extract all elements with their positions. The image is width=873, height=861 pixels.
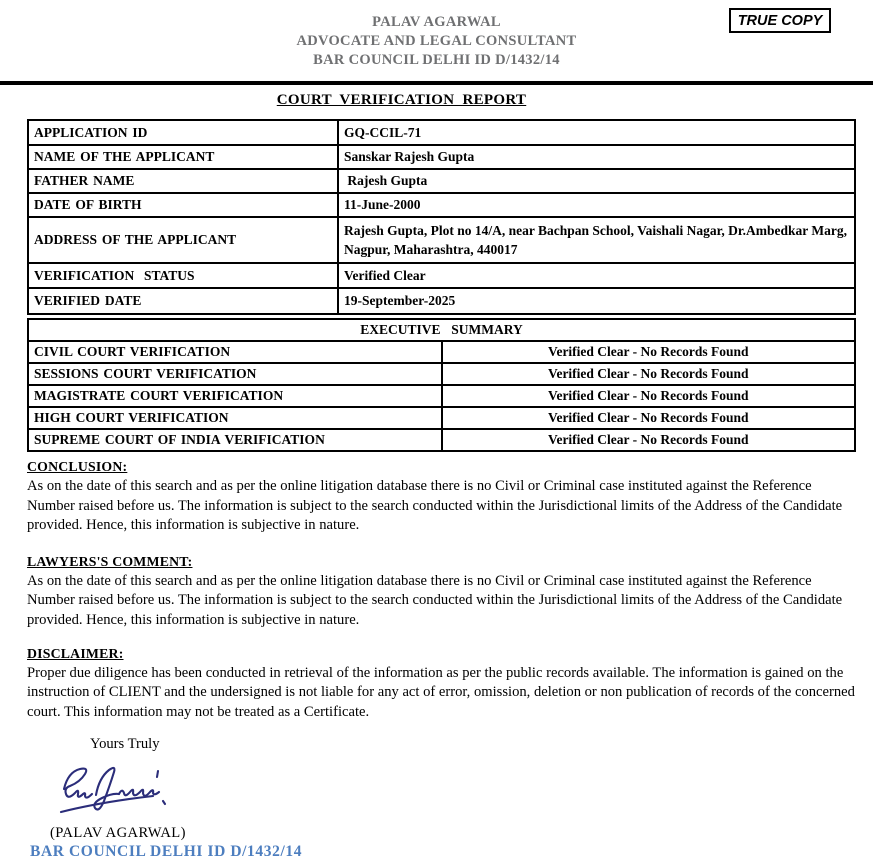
row-label: VERIFICATION STATUS: [28, 263, 338, 288]
page-title: COURT VERIFICATION REPORT: [276, 92, 527, 108]
row-label: SUPREME COURT OF INDIA VERIFICATION: [28, 429, 442, 451]
bar-council-id-line: BAR COUNCIL DELHI ID D/1432/14: [30, 843, 303, 861]
row-value: Verified Clear - No Records Found: [442, 341, 856, 363]
row-value: Verified Clear - No Records Found: [442, 385, 856, 407]
table-row: [28, 217, 855, 263]
handwritten-signature-image: [51, 757, 191, 823]
row-value: Verified Clear - No Records Found: [442, 407, 856, 429]
row-label: HIGH COURT VERIFICATION: [28, 407, 442, 429]
row-label: ADDRESS OF THE APPLICANT: [28, 217, 338, 263]
lawyers-comment-body: As on the date of this search and as per the online litigation database there is no Civil or Criminal case instituted against the Reference Number raised before us. The information is subject to the search conducted within the Jurisdictional limits of the Address of the Candidate provided. Hence, this information is subjective in nature.: [27, 572, 843, 628]
signer-name: (PALAV AGARWAL): [50, 825, 186, 842]
table-row: [28, 407, 855, 429]
table-row: [28, 193, 855, 217]
row-value: Sanskar Rajesh Gupta: [338, 145, 855, 169]
row-label: SESSIONS COURT VERIFICATION: [28, 363, 442, 385]
row-value: Verified Clear: [338, 263, 855, 288]
report-text-sections: [27, 451, 856, 861]
table-row: [28, 385, 855, 407]
row-value: Rajesh Gupta, Plot no 14/A, near Bachpan School, Vaishali Nagar, Dr.Ambedkar Marg, Nagpur, Maharashtra, 440017: [338, 217, 855, 263]
row-label: NAME OF THE APPLICANT: [28, 145, 338, 169]
row-label: DATE OF BIRTH: [28, 193, 338, 217]
salutation: Yours Truly: [90, 736, 160, 753]
applicant-details-table: [27, 119, 856, 315]
advocate-name: PALAV AGARWAL: [372, 14, 501, 30]
row-value: 11-June-2000: [338, 193, 855, 217]
signature-ink-strokes: [51, 757, 191, 823]
row-value: Rajesh Gupta: [338, 169, 855, 193]
lawyers-comment-heading: LAWYERS'S COMMENT:: [27, 553, 193, 569]
disclaimer-heading: DISCLAIMER:: [27, 645, 124, 661]
row-label: FATHER NAME: [28, 169, 338, 193]
executive-summary-table: [27, 318, 856, 452]
advocate-bar-id: BAR COUNCIL DELHI ID D/1432/14: [313, 52, 560, 68]
table-row: [28, 429, 855, 451]
true-copy-stamp: [729, 8, 831, 33]
header-divider-rule: [0, 81, 873, 85]
advocate-role: ADVOCATE AND LEGAL CONSULTANT: [296, 33, 577, 49]
disclaimer-body: Proper due diligence has been conducted in retrieval of the information as per the public records available. The information is gained on the instruction of CLIENT and the undersigned is not liable for any act of error, omission, deletion or non publication of records of the concerned court. This information may not be treated as a Certificate.: [27, 664, 855, 720]
row-label: CIVIL COURT VERIFICATION: [28, 341, 442, 363]
table-header-row: [28, 319, 855, 341]
row-label: VERIFIED DATE: [28, 288, 338, 314]
table-row: [28, 363, 855, 385]
conclusion-heading: CONCLUSION:: [27, 459, 128, 474]
row-label: APPLICATION ID: [28, 120, 338, 145]
table-row: [28, 288, 855, 314]
table-row: [28, 120, 855, 145]
executive-summary-title: EXECUTIVE SUMMARY: [28, 319, 855, 341]
table-row: [28, 145, 855, 169]
row-value: Verified Clear - No Records Found: [442, 429, 856, 451]
true-copy-stamp-label: TRUE COPY: [737, 12, 823, 29]
table-row: [28, 169, 855, 193]
row-value: GQ-CCIL-71: [338, 120, 855, 145]
table-row: [28, 263, 855, 288]
conclusion-body: As on the date of this search and as per the online litigation database there is no Civil or Criminal case instituted against the Reference Number raised before us. The information is subject to the search conducted within the Jurisdictional limits of the Address of the Candidate provided. Hence, this information is subjective in nature.: [27, 478, 843, 534]
row-value: 19-September-2025: [338, 288, 855, 314]
row-label: MAGISTRATE COURT VERIFICATION: [28, 385, 442, 407]
table-row: [28, 341, 855, 363]
row-value: Verified Clear - No Records Found: [442, 363, 856, 385]
